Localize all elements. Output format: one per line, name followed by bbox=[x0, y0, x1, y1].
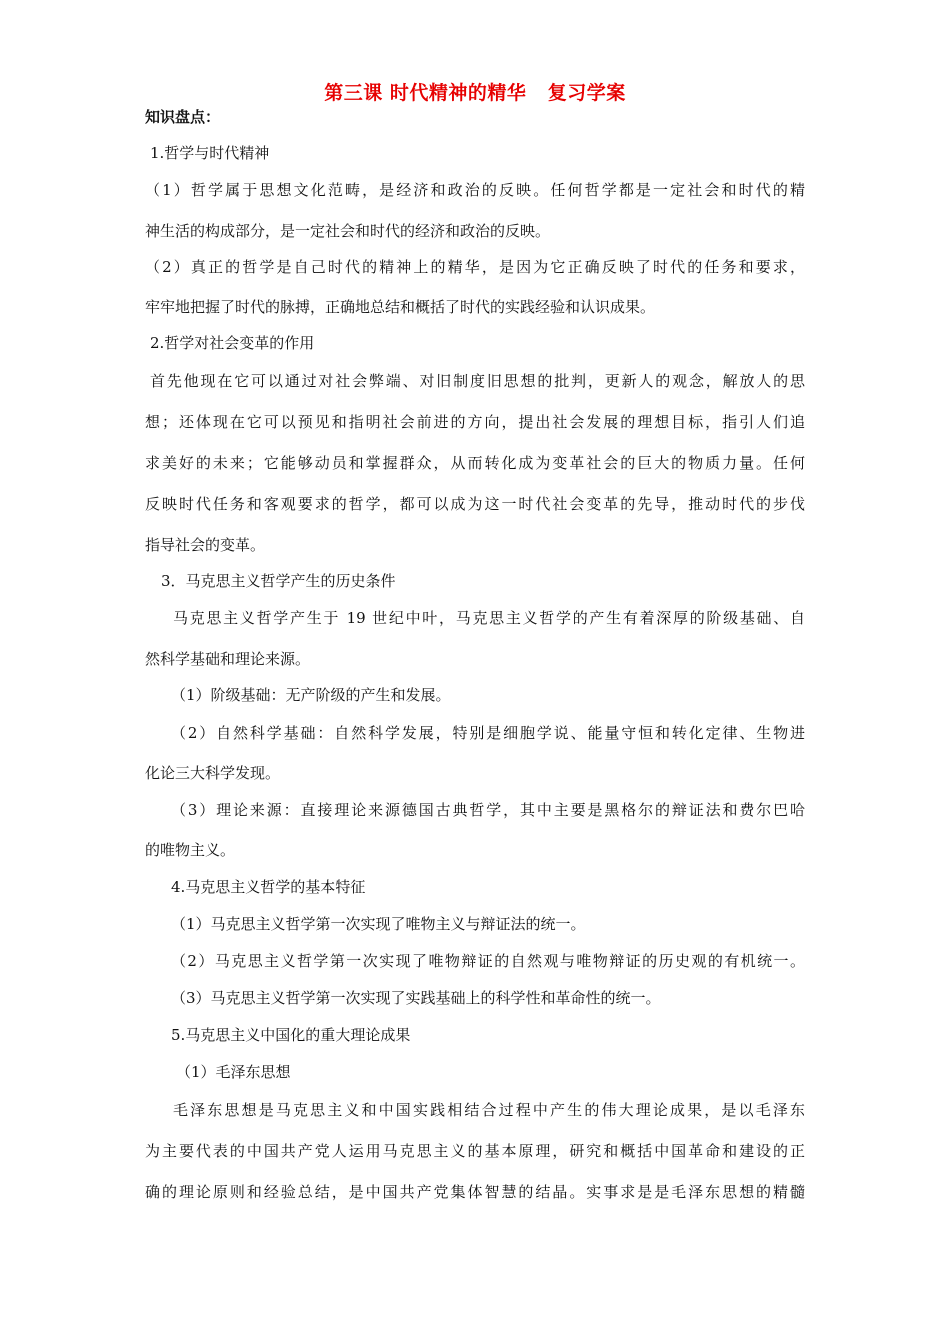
s2-line2: 想；还体现在它可以预见和指明社会前进的方向，提出社会发展的理想目标，指引人们追 bbox=[145, 413, 805, 431]
s3-intro-line1: 马克思主义哲学产生于 19 世纪中叶，马克思主义哲学的产生有着深厚的阶级基础、自 bbox=[173, 609, 805, 627]
s3-item-1: （1）阶级基础：无产阶级的产生和发展。 bbox=[171, 686, 451, 704]
section-4-title: 4.马克思主义哲学的基本特征 bbox=[171, 878, 366, 896]
s3-item-3-line2: 的唯物主义。 bbox=[145, 841, 236, 859]
page-title: 第三课 时代精神的精华 复习学案 bbox=[324, 82, 626, 104]
s2-line1: 首先他现在它可以通过对社会弊端、对旧制度旧思想的批判，更新人的观念，解放人的思 bbox=[150, 372, 805, 390]
section-2-title: 2.哲学对社会变革的作用 bbox=[150, 334, 315, 352]
s3-intro-line2: 然科学基础和理论来源。 bbox=[145, 650, 311, 668]
s1-p1-line2: 神生活的构成部分，是一定社会和时代的经济和政治的反映。 bbox=[145, 222, 551, 240]
s2-line3: 求美好的未来；它能够动员和掌握群众，从而转化成为变革社会的巨大的物质力量。任何 bbox=[145, 454, 805, 472]
section-3-title: 3．马克思主义哲学产生的历史条件 bbox=[161, 572, 396, 590]
s5-line1: 毛泽东思想是马克思主义和中国实践相结合过程中产生的伟大理论成果，是以毛泽东 bbox=[173, 1101, 805, 1119]
s3-item-3-line1: （3）理论来源：直接理论来源德国古典哲学，其中主要是黑格尔的辩证法和费尔巴哈 bbox=[171, 801, 805, 819]
s5-line3: 确的理论原则和经验总结，是中国共产党集体智慧的结晶。实事求是是毛泽东思想的精髓 bbox=[145, 1183, 805, 1201]
s2-line4: 反映时代任务和客观要求的哲学，都可以成为这一时代社会变革的先导，推动时代的步伐 bbox=[145, 495, 805, 513]
section-heading: 知识盘点： bbox=[145, 108, 221, 126]
section-1-title: 1.哲学与时代精神 bbox=[150, 144, 270, 162]
s1-p2-line2: 牢牢地把握了时代的脉搏，正确地总结和概括了时代的实践经验和认识成果。 bbox=[145, 298, 656, 316]
section-5-title: 5.马克思主义中国化的重大理论成果 bbox=[171, 1026, 411, 1044]
s1-p2-line1: （2）真正的哲学是自己时代的精神上的精华，是因为它正确反映了时代的任务和要求， bbox=[145, 258, 805, 276]
s2-line5: 指导社会的变革。 bbox=[145, 536, 266, 554]
s4-item-3: （3）马克思主义哲学第一次实现了实践基础上的科学性和革命性的统一。 bbox=[171, 989, 661, 1007]
s3-item-2-line1: （2）自然科学基础：自然科学发展，特别是细胞学说、能量守恒和转化定律、生物进 bbox=[171, 724, 805, 742]
s5-subheading: （1）毛泽东思想 bbox=[176, 1063, 291, 1081]
s4-item-2: （2）马克思主义哲学第一次实现了唯物辩证的自然观与唯物辩证的历史观的有机统一。 bbox=[171, 952, 805, 970]
s5-line2: 为主要代表的中国共产党人运用马克思主义的基本原理，研究和概括中国革命和建设的正 bbox=[145, 1142, 805, 1160]
s4-item-1: （1）马克思主义哲学第一次实现了唯物主义与辩证法的统一。 bbox=[171, 915, 586, 933]
s3-item-2-line2: 化论三大科学发现。 bbox=[145, 764, 281, 782]
s1-p1-line1: （1）哲学属于思想文化范畴，是经济和政治的反映。任何哲学都是一定社会和时代的精 bbox=[145, 181, 805, 199]
